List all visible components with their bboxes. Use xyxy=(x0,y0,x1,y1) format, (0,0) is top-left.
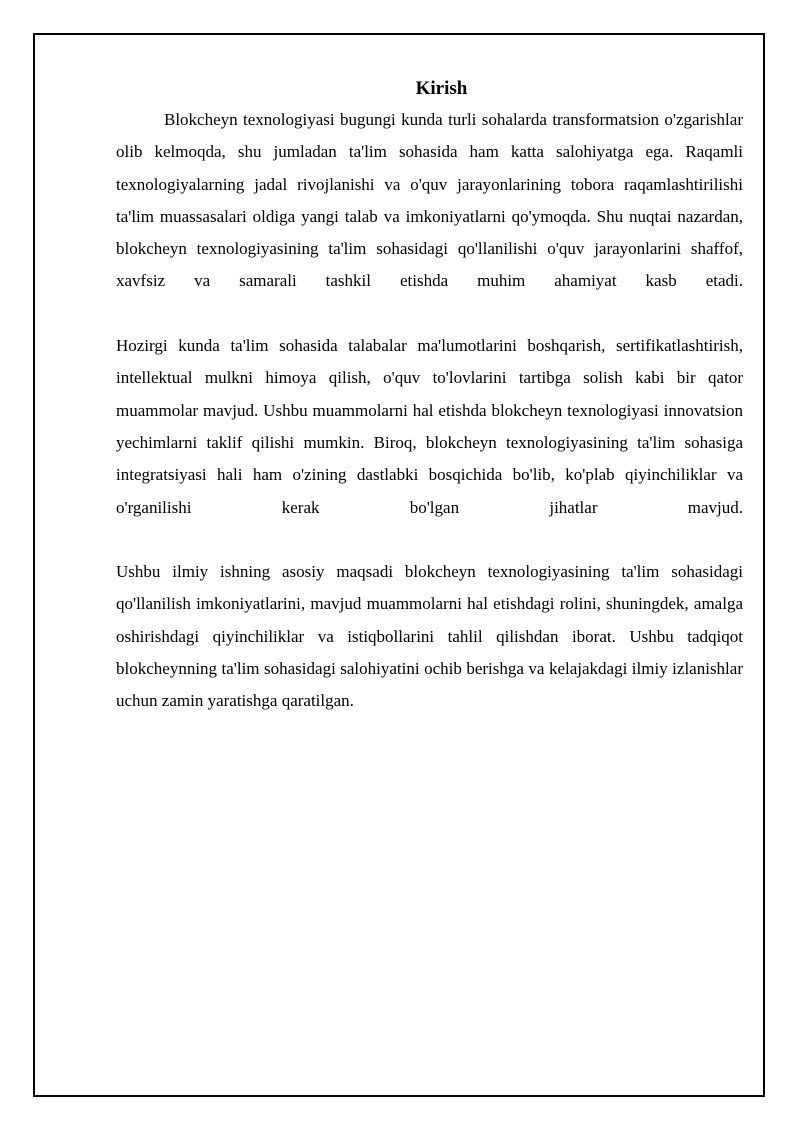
document-title: Kirish xyxy=(415,78,468,99)
paragraph-2: Hozirgi kunda ta'lim sohasida talabalar ma'lumotlarini boshqarish, sertifikatlashtirish, intellektual mulkni himoya qilish, o'quv to'lovlarini tartibga solish kabi bir qator muammolar mavjud. Ushbu muammolarni hal etishda blokcheyn texnologiyasi innovatsion yechimlarni taklif qilishi mumkin. Biroq, blokcheyn texnologiyasining ta'lim sohasiga integratsiyasi hali ham o'zining dastlabki bosqichida bo'lib, ko'plab qiyinchiliklar va o'rganilishi kerak bo'lgan jihatlar mavjud. xyxy=(116,336,743,517)
document-body xyxy=(116,74,743,718)
paragraph-3: Ushbu ilmiy ishning asosiy maqsadi blokcheyn texnologiyasining ta'lim sohasidagi qo'llanilish imkoniyatlarini, mavjud muammolarni hal etishdagi rolini, shuningdek, amalga oshirishdagi qiyinchiliklar va istiqbollarini tahlil qilishdan iborat. Ushbu tadqiqot blokcheynning ta'lim sohasidagi salohiyatini ochib berishga va kelajakdagi ilmiy izlanishlar uchun zamin yaratishga qaratilgan. xyxy=(116,562,743,711)
paragraph-1: Blokcheyn texnologiyasi bugungi kunda turli sohalarda transformatsion o'zgarishlar olib kelmoqda, shu jumladan ta'lim sohasida ham katta salohiyatga ega. Raqamli texnologiyalarning jadal rivojlanishi va o'quv jarayonlarining tobora raqamlashtirilishi ta'lim muassasalari oldiga yangi talab va imkoniyatlarni qo'ymoqda. Shu nuqtai nazardan, blokcheyn texnologiyasining ta'lim sohasidagi qo'llanilishi o'quv jarayonlarini shaffof, xavfsiz va samarali tashkil etishda muhim ahamiyat kasb etadi. xyxy=(116,110,743,291)
paragraph-gap xyxy=(116,298,743,330)
paragraph-gap xyxy=(116,524,743,556)
